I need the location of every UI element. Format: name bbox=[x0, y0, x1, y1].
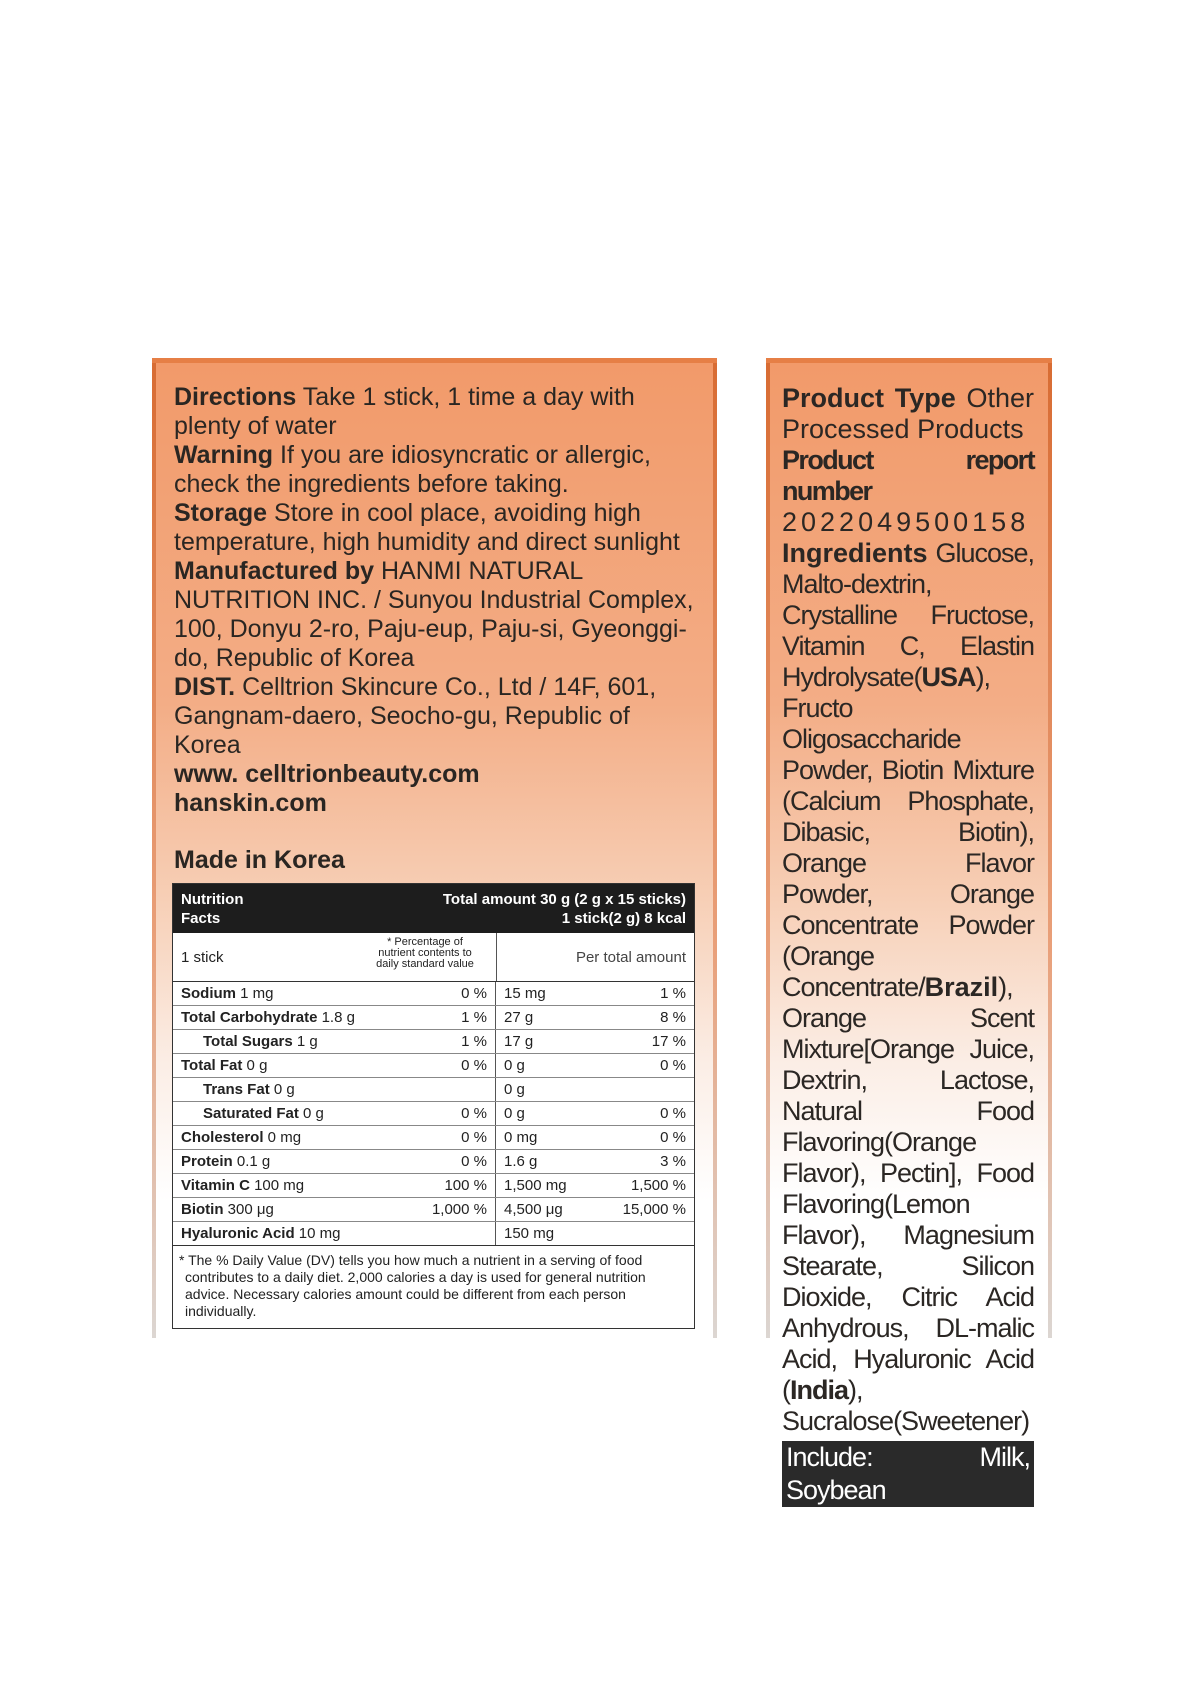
ingredients-text-4: ), Sucralose(Sweetener) bbox=[782, 1375, 1030, 1436]
nutrition-facts-table bbox=[172, 883, 695, 1329]
website-url-secondary: hanskin.com bbox=[174, 789, 327, 817]
nutrition-title-line1: Nutrition bbox=[181, 891, 244, 908]
total-amount-value: 0 g bbox=[504, 1057, 525, 1074]
total-amount-value: 15 mg bbox=[504, 985, 546, 1002]
total-percent: 1,500 % bbox=[630, 1177, 686, 1194]
per-stick: 1 stick(2 g) bbox=[561, 910, 645, 927]
table-row bbox=[173, 1102, 694, 1126]
origin-usa: USA bbox=[921, 662, 976, 692]
total-percent: 15,000 % bbox=[622, 1201, 686, 1218]
left-label-panel bbox=[152, 358, 717, 1338]
allergen-badge: Include: Milk, Soybean bbox=[782, 1441, 1034, 1507]
nutrient-label: Hyaluronic Acid bbox=[181, 1225, 295, 1242]
nutrient-label: Biotin bbox=[181, 1201, 224, 1218]
nutrient-label: Sodium bbox=[181, 985, 236, 1002]
nutrient-amount: 0 g bbox=[269, 1081, 295, 1098]
nutrient-name bbox=[173, 1006, 431, 1029]
pct-note-line3: daily standard value bbox=[376, 958, 474, 970]
ingredients-text-3: ), Orange Scent Mixture[Orange Juice, Dextrin, Lactose, Natural Food Flavoring(Orange Flavor), Pectin], Food Flavoring(Lemon Flavor), Magnesium Stearate, Silicon Dioxide, Citric Acid Anhydrous, DL-malic Acid, Hyaluronic Acid ( bbox=[782, 972, 1034, 1405]
total-amount-value: 17 g bbox=[504, 1033, 534, 1050]
total-percent: 0 % bbox=[660, 1105, 686, 1122]
total-amount-value: 27 g bbox=[504, 1009, 534, 1026]
report-number: 2022049500158 bbox=[782, 507, 1030, 537]
manufacturer-text: HANMI NATURAL NUTRITION INC. / Sunyou Industrial Complex, 100, Donyu 2-ro, Paju-eup, Paju-si, Gyeonggi-do, Republic of Korea bbox=[174, 557, 694, 672]
origin-brazil: Brazil bbox=[924, 972, 999, 1002]
daily-value-percent: 0 % bbox=[431, 982, 496, 1005]
daily-value-percent: 0 % bbox=[431, 1126, 496, 1149]
total-amount-value: 4,500 μg bbox=[504, 1201, 563, 1218]
made-in-label: Made in Korea bbox=[174, 846, 345, 874]
nutrient-label: Trans Fat bbox=[203, 1081, 270, 1098]
warning-text: If you are idiosyncratic or allergic, check the ingredients before taking. bbox=[174, 441, 651, 498]
nutrient-label: Cholesterol bbox=[181, 1129, 264, 1146]
right-label-text bbox=[782, 383, 1034, 1507]
total-percent: 17 % bbox=[651, 1033, 686, 1050]
daily-value-percent: 1 % bbox=[431, 1006, 496, 1029]
serving-label: 1 stick bbox=[181, 948, 224, 966]
website-url: www. celltrionbeauty.com bbox=[174, 760, 480, 788]
nutrient-amount: 0 g bbox=[298, 1105, 324, 1122]
nutrient-amount: 10 mg bbox=[294, 1225, 341, 1242]
table-row bbox=[173, 1054, 694, 1078]
table-row bbox=[173, 1030, 694, 1054]
nutrient-name bbox=[173, 1030, 431, 1053]
ingredients-text-1: Glucose, Malto-dextrin, Crystalline Fructose, Vitamin C, Elastin Hydrolysate( bbox=[782, 538, 1034, 692]
distributor-label: DIST. bbox=[174, 673, 236, 701]
directions-text: Take 1 stick, 1 time a day with plenty of water bbox=[174, 383, 635, 440]
total-percent: 3 % bbox=[660, 1153, 686, 1170]
right-label-panel bbox=[766, 358, 1052, 1505]
nutrient-label: Total Fat bbox=[181, 1057, 243, 1074]
warning-section bbox=[174, 441, 697, 499]
product-type-label: Product Type bbox=[782, 383, 956, 413]
per-stick-line bbox=[443, 909, 686, 928]
ingredients-text-2: ), Fructo Oligosaccharide Powder, Biotin Mixture (Calcium Phosphate, Dibasic, Biotin), Orange Flavor Powder, Orange Concentrate Powder (Orange Concentrate/ bbox=[782, 662, 1034, 1002]
nutrient-name bbox=[173, 1102, 431, 1125]
total-amount: Total amount 30 g (2 g x 15 sticks) bbox=[442, 891, 686, 908]
daily-value-percent: 100 % bbox=[431, 1174, 496, 1197]
pct-note-line1: * Percentage of bbox=[387, 936, 463, 948]
total-percent: 8 % bbox=[660, 1009, 686, 1026]
nutrient-name bbox=[173, 1198, 431, 1221]
nutrient-name bbox=[173, 1078, 431, 1101]
origin-india: India bbox=[790, 1375, 849, 1405]
nutrient-name bbox=[173, 1222, 431, 1245]
nutrient-name bbox=[173, 1054, 431, 1077]
serving-cell bbox=[173, 933, 497, 981]
table-row bbox=[173, 982, 694, 1006]
manufacturer-label: Manufactured by bbox=[174, 557, 375, 585]
daily-value-percent: 0 % bbox=[431, 1054, 496, 1077]
table-row bbox=[173, 1078, 694, 1102]
per-total-label: Per total amount bbox=[575, 948, 686, 966]
nutrient-amount: 100 mg bbox=[249, 1177, 305, 1194]
total-percent bbox=[606, 1222, 694, 1245]
total-amount-value: 0 mg bbox=[504, 1129, 538, 1146]
storage-label: Storage bbox=[174, 499, 268, 527]
product-type-text: Other Processed Products bbox=[782, 383, 1034, 444]
table-row bbox=[173, 1126, 694, 1150]
total-amount-value: 150 mg bbox=[504, 1225, 555, 1242]
left-label-text bbox=[174, 383, 697, 875]
total-amount-value: 1.6 g bbox=[504, 1153, 538, 1170]
nutrition-title bbox=[181, 890, 243, 928]
total-amount-value: 1,500 mg bbox=[504, 1177, 567, 1194]
report-number-label: Product report number bbox=[782, 445, 1034, 506]
nutrient-label: Protein bbox=[181, 1153, 233, 1170]
manufacturer-section bbox=[174, 557, 697, 673]
daily-value-percent bbox=[431, 1078, 496, 1101]
distributor-section bbox=[174, 673, 697, 760]
total-percent bbox=[606, 1078, 694, 1101]
daily-value-percent: 0 % bbox=[431, 1102, 496, 1125]
nutrition-title-line2: Facts bbox=[181, 910, 221, 927]
nutrient-label: Total Carbohydrate bbox=[181, 1009, 318, 1026]
total-percent: 0 % bbox=[660, 1129, 686, 1146]
warning-label: Warning bbox=[174, 441, 274, 469]
table-row bbox=[173, 1198, 694, 1222]
total-percent: 1 % bbox=[660, 985, 686, 1002]
nutrient-name bbox=[173, 982, 431, 1005]
nutrient-amount: 300 μg bbox=[223, 1201, 274, 1218]
table-row bbox=[173, 1174, 694, 1198]
pct-note-line2: nutrient contents to bbox=[378, 947, 472, 959]
table-row bbox=[173, 1006, 694, 1030]
nutrition-subheader bbox=[173, 933, 694, 982]
table-row bbox=[173, 1150, 694, 1174]
nutrient-label: Vitamin C bbox=[181, 1177, 250, 1194]
table-row bbox=[173, 1222, 694, 1246]
distributor-text: Celltrion Skincure Co., Ltd / 14F, 601, Gangnam-daero, Seocho-gu, Republic of Korea bbox=[174, 673, 657, 759]
directions-section bbox=[174, 383, 697, 441]
storage-section bbox=[174, 499, 697, 557]
ingredients-label: Ingredients bbox=[782, 538, 928, 568]
percentage-note bbox=[360, 937, 490, 970]
nutrition-footnote: * The % Daily Value (DV) tells you how much a nutrient in a serving of food contributes to a daily diet. 2,000 calories a day is used for general nutrition advice. Necessary calories amount could be different from each person individually. bbox=[179, 1252, 646, 1319]
daily-value-percent: 1 % bbox=[431, 1030, 496, 1053]
nutrient-amount: 0 g bbox=[242, 1057, 268, 1074]
nutrient-amount: 0 mg bbox=[263, 1129, 302, 1146]
daily-value-percent bbox=[431, 1222, 496, 1245]
daily-value-percent: 1,000 % bbox=[431, 1198, 496, 1221]
nutrient-amount: 1 g bbox=[292, 1033, 318, 1050]
storage-text: Store in cool place, avoiding high temperature, high humidity and direct sunlight bbox=[174, 499, 680, 556]
nutrition-rows bbox=[173, 982, 694, 1246]
nutrient-amount: 1.8 g bbox=[317, 1009, 355, 1026]
nutrient-name bbox=[173, 1174, 431, 1197]
total-amount-value: 0 g bbox=[504, 1081, 525, 1098]
nutrient-label: Saturated Fat bbox=[203, 1105, 299, 1122]
nutrition-total bbox=[443, 890, 686, 928]
total-percent: 0 % bbox=[660, 1057, 686, 1074]
total-amount-value: 0 g bbox=[504, 1105, 525, 1122]
daily-value-percent: 0 % bbox=[431, 1150, 496, 1173]
nutrition-header bbox=[173, 884, 694, 933]
nutrient-name bbox=[173, 1126, 431, 1149]
kcal-value: 8 kcal bbox=[644, 910, 686, 927]
nutrient-label: Total Sugars bbox=[203, 1033, 293, 1050]
nutrient-amount: 0.1 g bbox=[232, 1153, 271, 1170]
nutrient-amount: 1 mg bbox=[236, 985, 274, 1002]
nutrient-name bbox=[173, 1150, 431, 1173]
directions-label: Directions bbox=[174, 383, 297, 411]
